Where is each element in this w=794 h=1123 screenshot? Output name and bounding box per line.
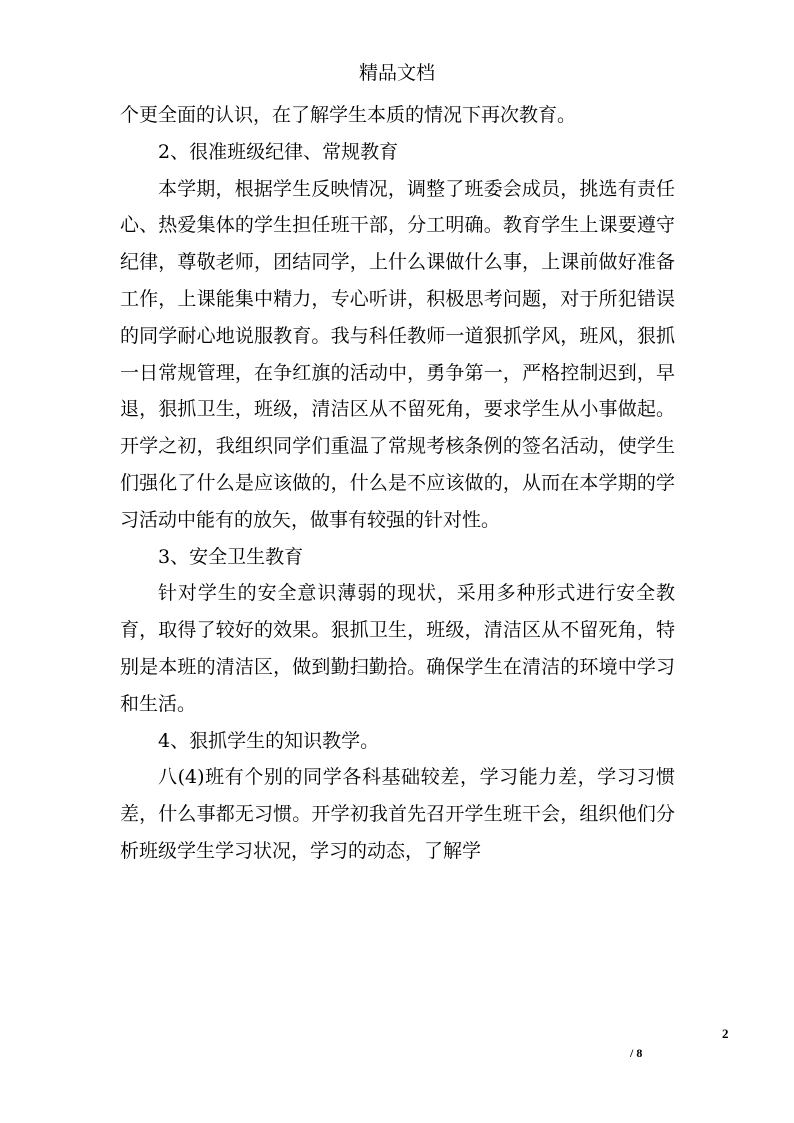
page-number: 2 bbox=[722, 1026, 729, 1041]
paragraph-discipline: 本学期，根据学生反映情况，调整了班委会成员，挑选有责任心、热爱集体的学生担任班干部，分工明确。教育学生上课要遵守纪律，尊敬老师，团结同学，上什么课做什么事，上课前做好准备工作，上课能集中精力，专心听讲，积极思考问题，对于所犯错误的同学耐心地说服教育。我与科任教师一道狠抓学风，班风，狠抓一日常规管理，在争红旗的活动中，勇争第一，严格控制迟到，早退，狠抓卫生，班级，清洁区从不留死角，要求学生从小事做起。开学之初，我组织同学们重温了常规考核条例的签名活动，使学生们强化了什么是应该做的，什么是不应该做的，从而在本学期的学习活动中能有的放矢，做事有较强的针对性。 bbox=[120, 177, 675, 531]
document-body bbox=[120, 97, 675, 870]
section-heading-discipline: 2、很准班级纪律、常规教育 bbox=[158, 140, 399, 163]
page-total: / 8 bbox=[630, 1046, 643, 1060]
paragraph-teaching: 八(4)班有个别的同学各科基础较差，学习能力差，学习习惯差，什么事都无习惯。开学初我首先召开学生班干会，组织他们分析班级学生学习状况，学习的动态，了解学 bbox=[120, 766, 675, 862]
section-heading-teaching: 4、狠抓学生的知识教学。 bbox=[158, 729, 380, 752]
paragraph-safety: 针对学生的安全意识薄弱的现状，采用多种形式进行安全教育，取得了较好的效果。狠抓卫生，班级，清洁区从不留死角，特别是本班的清洁区，做到勤扫勤拾。确保学生在清洁的环境中学习和生活。 bbox=[120, 582, 675, 715]
section-heading-safety: 3、安全卫生教育 bbox=[158, 545, 304, 568]
paragraph-continuation: 个更全面的认识，在了解学生本质的情况下再次教育。 bbox=[120, 104, 577, 126]
page-header-title: 精品文档 bbox=[358, 62, 435, 84]
